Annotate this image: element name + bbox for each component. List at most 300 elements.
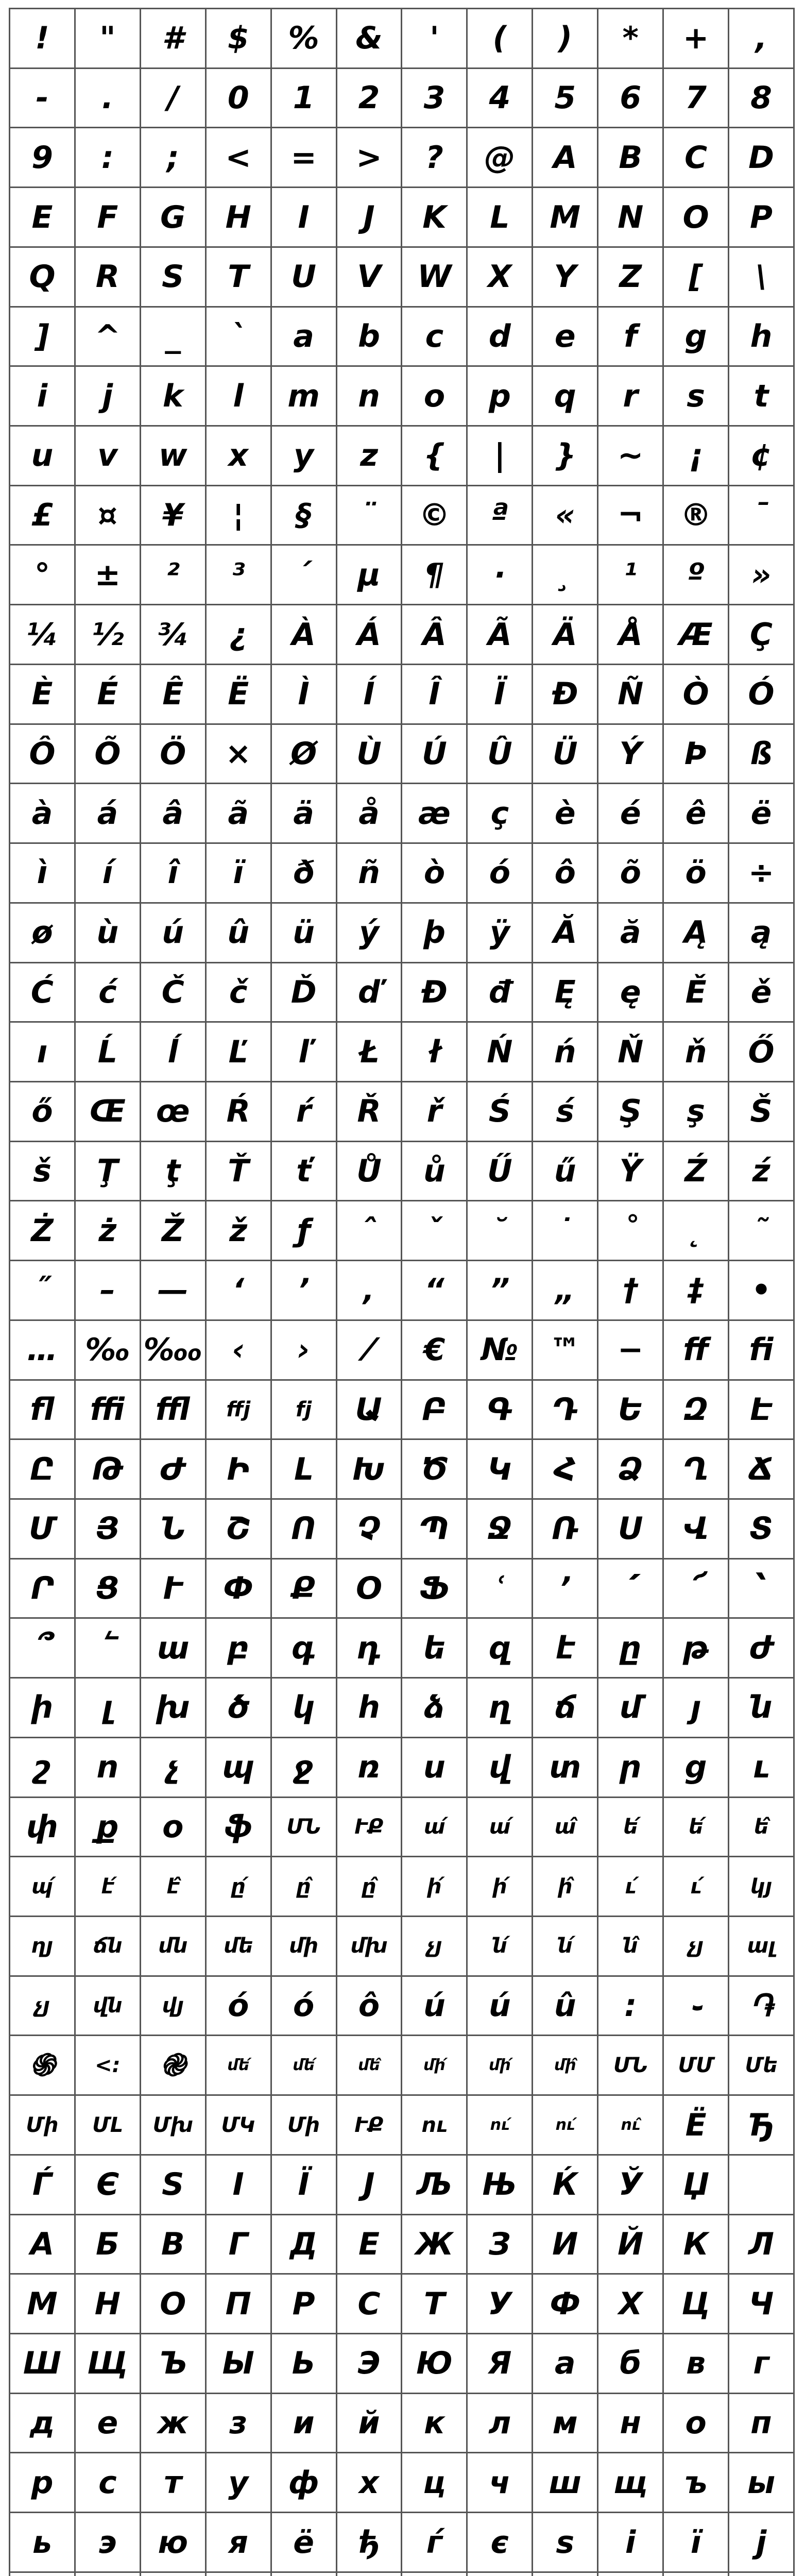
- glyph-cell: ը̂: [272, 1857, 337, 1917]
- glyph-cell: Ë: [207, 665, 272, 725]
- glyph-cell: Љ: [402, 2156, 468, 2215]
- glyph-cell: շ: [10, 1738, 76, 1798]
- glyph-cell: М: [10, 2275, 76, 2334]
- glyph-cell: ‘: [207, 1261, 272, 1321]
- glyph-cell: «: [533, 486, 598, 546]
- glyph-cell: ղյ: [10, 1917, 76, 1977]
- glyph-cell: Մ: [10, 1500, 76, 1560]
- glyph-cell: ń: [533, 1023, 598, 1082]
- glyph-cell: [664, 2573, 729, 2576]
- glyph-cell: w: [141, 427, 207, 486]
- glyph-cell: a: [272, 308, 337, 367]
- glyph-cell: ¥: [141, 486, 207, 546]
- glyph-cell: S: [141, 2156, 207, 2215]
- glyph-cell: O: [664, 188, 729, 248]
- glyph-cell: т: [141, 2453, 207, 2513]
- glyph-cell: ա́: [468, 1798, 533, 1858]
- glyph-cell: ու: [402, 2096, 468, 2156]
- glyph-cell: ł: [402, 1023, 468, 1082]
- glyph-cell: ժ: [729, 1619, 795, 1679]
- glyph-cell: ˆ: [337, 1201, 403, 1261]
- glyph-cell: п: [729, 2394, 795, 2454]
- glyph-cell: „: [533, 1261, 598, 1321]
- glyph-cell: -: [10, 69, 76, 129]
- glyph-cell: ŕ: [272, 1082, 337, 1142]
- glyph-cell: ՄՆ: [272, 1798, 337, 1858]
- glyph-cell: =: [272, 128, 337, 188]
- glyph-cell: f: [598, 308, 664, 367]
- glyph-cell: О: [141, 2275, 207, 2334]
- glyph-cell: Ž: [141, 1201, 207, 1261]
- glyph-cell: ù: [76, 904, 141, 963]
- glyph-cell: л: [468, 2394, 533, 2454]
- glyph-cell: 9: [10, 128, 76, 188]
- glyph-cell: s: [664, 367, 729, 427]
- glyph-cell: А: [10, 2215, 76, 2275]
- glyph-cell: û: [533, 1977, 598, 2037]
- glyph-cell: С: [337, 2275, 403, 2334]
- glyph-cell: Ŕ: [207, 1082, 272, 1142]
- glyph-cell: Ż: [10, 1201, 76, 1261]
- glyph-cell: ľ: [272, 1023, 337, 1082]
- glyph-cell: Է: [729, 1381, 795, 1440]
- glyph-cell: ð: [272, 844, 337, 904]
- glyph-cell: Ը: [10, 1440, 76, 1500]
- glyph-cell: ճն: [76, 1917, 141, 1977]
- glyph-cell: Ֆ: [402, 1560, 468, 1619]
- glyph-cell: ě: [729, 963, 795, 1023]
- glyph-cell: Ր: [10, 1560, 76, 1619]
- glyph-cell: Ձ: [598, 1440, 664, 1500]
- glyph-cell: Չ: [337, 1500, 403, 1560]
- glyph-cell: 8: [729, 69, 795, 129]
- glyph-cell: ¡: [664, 427, 729, 486]
- glyph-cell: ć: [76, 963, 141, 1023]
- glyph-cell: E: [10, 188, 76, 248]
- glyph-cell: ¶: [402, 546, 468, 605]
- glyph-cell: Ռ: [533, 1500, 598, 1560]
- glyph-cell: ď: [337, 963, 403, 1023]
- glyph-cell: ы: [729, 2453, 795, 2513]
- glyph-cell: Ւ: [141, 1560, 207, 1619]
- glyph-cell: Œ: [76, 1082, 141, 1142]
- glyph-cell: ¨: [337, 486, 403, 546]
- glyph-cell: é: [598, 784, 664, 844]
- glyph-cell: ը́: [207, 1857, 272, 1917]
- glyph-cell: S: [141, 248, 207, 308]
- glyph-cell: ú: [402, 1977, 468, 2037]
- glyph-cell: Å: [598, 605, 664, 665]
- glyph-cell: Ժ: [141, 1440, 207, 1500]
- glyph-cell: ե́: [664, 1798, 729, 1858]
- glyph-cell: Њ: [468, 2156, 533, 2215]
- glyph-cell: չյ: [664, 1917, 729, 1977]
- glyph-cell: “: [402, 1261, 468, 1321]
- glyph-cell: ջ: [272, 1738, 337, 1798]
- glyph-cell: Т: [402, 2275, 468, 2334]
- glyph-cell: ՙ: [468, 1560, 533, 1619]
- glyph-cell: z: [337, 427, 403, 486]
- glyph-cell: ú: [141, 904, 207, 963]
- glyph-cell: Î: [402, 665, 468, 725]
- glyph-cell: Û: [468, 725, 533, 785]
- glyph-cell: @: [468, 128, 533, 188]
- glyph-cell: ь: [10, 2513, 76, 2573]
- glyph-cell: I: [207, 2156, 272, 2215]
- glyph-cell: ђ: [337, 2513, 403, 2573]
- glyph-cell: ï: [207, 844, 272, 904]
- glyph-cell: ք: [76, 1798, 141, 1858]
- glyph-cell: ու̂: [598, 2096, 664, 2156]
- glyph-cell: վն: [76, 1977, 141, 2037]
- glyph-cell: ): [533, 9, 598, 69]
- glyph-cell: G: [141, 188, 207, 248]
- glyph-cell: ß: [729, 725, 795, 785]
- glyph-cell: h: [729, 308, 795, 367]
- glyph-cell: Ø: [272, 725, 337, 785]
- glyph-cell: Ť: [207, 1142, 272, 1202]
- glyph-cell: ë: [729, 784, 795, 844]
- glyph-cell: ի̂: [533, 1857, 598, 1917]
- glyph-cell: ½: [76, 605, 141, 665]
- glyph-cell: ›: [272, 1321, 337, 1381]
- glyph-cell: ‱: [141, 1321, 207, 1381]
- glyph-cell: T: [207, 248, 272, 308]
- glyph-cell: Р: [272, 2275, 337, 2334]
- glyph-cell: Ђ: [729, 2096, 795, 2156]
- glyph-cell: ň: [664, 1023, 729, 1082]
- glyph-cell: Ÿ: [598, 1142, 664, 1202]
- glyph-cell: ƒ: [272, 1201, 337, 1261]
- glyph-cell: D: [729, 128, 795, 188]
- glyph-cell: Դ: [533, 1381, 598, 1440]
- glyph-cell: È: [10, 665, 76, 725]
- glyph-cell: Ś: [468, 1082, 533, 1142]
- glyph-cell: Ա: [337, 1381, 403, 1440]
- glyph-cell: ւ: [729, 1738, 795, 1798]
- glyph-cell: փ: [10, 1798, 76, 1858]
- glyph-cell: m: [272, 367, 337, 427]
- glyph-cell: 1: [272, 69, 337, 129]
- glyph-cell: ՚: [533, 1560, 598, 1619]
- glyph-cell: ֍: [10, 2036, 76, 2096]
- glyph-cell: €: [402, 1321, 468, 1381]
- glyph-cell: ե̂: [729, 1798, 795, 1858]
- glyph-cell: Џ: [664, 2156, 729, 2215]
- glyph-cell: þ: [402, 904, 468, 963]
- glyph-cell: B: [598, 128, 664, 188]
- glyph-cell: Ő: [729, 1023, 795, 1082]
- glyph-cell: 7: [664, 69, 729, 129]
- glyph-cell: ă: [598, 904, 664, 963]
- glyph-cell: ъ: [664, 2453, 729, 2513]
- glyph-cell: ®: [664, 486, 729, 546]
- glyph-cell: k: [141, 367, 207, 427]
- glyph-cell: Щ: [76, 2334, 141, 2394]
- glyph-cell: _: [141, 308, 207, 367]
- glyph-cell: й: [337, 2394, 403, 2454]
- glyph-cell: Տ: [729, 1500, 795, 1560]
- glyph-cell: մ: [598, 1679, 664, 1738]
- glyph-cell: .: [76, 69, 141, 129]
- glyph-cell: з: [207, 2394, 272, 2454]
- glyph-cell: х: [337, 2453, 403, 2513]
- glyph-cell: ⁄: [337, 1321, 403, 1381]
- glyph-cell: ': [402, 9, 468, 69]
- glyph-cell: Đ: [402, 963, 468, 1023]
- glyph-cell: A: [533, 128, 598, 188]
- glyph-cell: ւ́: [598, 1857, 664, 1917]
- glyph-cell: մե: [207, 1917, 272, 1977]
- glyph-cell: q: [533, 367, 598, 427]
- glyph-cell: մի̂: [533, 2036, 598, 2096]
- glyph-cell: Ě: [664, 963, 729, 1023]
- glyph-cell: ,: [729, 9, 795, 69]
- glyph-cell: œ: [141, 1082, 207, 1142]
- glyph-cell: Й: [598, 2215, 664, 2275]
- glyph-cell: [533, 2573, 598, 2576]
- glyph-cell: Փ: [207, 1560, 272, 1619]
- glyph-cell: Ę: [533, 963, 598, 1023]
- glyph-cell: ՛: [598, 1560, 664, 1619]
- glyph-cell: d: [468, 308, 533, 367]
- glyph-cell: Զ: [664, 1381, 729, 1440]
- glyph-cell: fj: [272, 1381, 337, 1440]
- glyph-cell: ի: [10, 1679, 76, 1738]
- glyph-cell: á: [76, 784, 141, 844]
- glyph-cell: պ́: [10, 1857, 76, 1917]
- glyph-cell: ĺ: [141, 1023, 207, 1082]
- glyph-cell: ô: [533, 844, 598, 904]
- glyph-cell: ^: [76, 308, 141, 367]
- glyph-cell: ã: [207, 784, 272, 844]
- glyph-cell: Ю: [402, 2334, 468, 2394]
- glyph-cell: …: [10, 1321, 76, 1381]
- glyph-cell: у: [207, 2453, 272, 2513]
- glyph-cell: щ: [598, 2453, 664, 2513]
- glyph-cell: ր: [598, 1738, 664, 1798]
- glyph-cell: °: [10, 546, 76, 605]
- glyph-cell: ﬃ: [76, 1381, 141, 1440]
- glyph-cell: [402, 2573, 468, 2576]
- glyph-cell: յ: [664, 1679, 729, 1738]
- glyph-cell: *: [598, 9, 664, 69]
- glyph-cell: К: [664, 2215, 729, 2275]
- glyph-cell: [729, 2156, 795, 2215]
- glyph-cell: Ú: [402, 725, 468, 785]
- glyph-cell: ç: [468, 784, 533, 844]
- glyph-cell: x: [207, 427, 272, 486]
- glyph-cell: ó: [468, 844, 533, 904]
- glyph-cell: Ĺ: [76, 1023, 141, 1082]
- glyph-cell: ô: [337, 1977, 403, 2037]
- glyph-cell: +: [664, 9, 729, 69]
- glyph-cell: ”: [468, 1261, 533, 1321]
- glyph-cell: ՄՆ: [598, 2036, 664, 2096]
- glyph-cell: ﬀj: [207, 1381, 272, 1440]
- glyph-cell: վ: [468, 1738, 533, 1798]
- glyph-cell: V: [337, 248, 403, 308]
- glyph-cell: Z: [598, 248, 664, 308]
- glyph-cell: Ê: [141, 665, 207, 725]
- glyph-cell: Ç: [729, 605, 795, 665]
- glyph-cell: Խ: [337, 1440, 403, 1500]
- glyph-cell: զ: [468, 1619, 533, 1679]
- glyph-cell: $: [207, 9, 272, 69]
- glyph-cell: |: [468, 427, 533, 486]
- glyph-cell: û: [207, 904, 272, 963]
- glyph-cell: к: [402, 2394, 468, 2454]
- glyph-cell: մի: [272, 1917, 337, 1977]
- glyph-cell: 6: [598, 69, 664, 129]
- glyph-cell: å: [337, 784, 403, 844]
- glyph-cell: ի́: [402, 1857, 468, 1917]
- glyph-cell: ì: [10, 844, 76, 904]
- glyph-cell: Ð: [533, 665, 598, 725]
- glyph-cell: ź: [729, 1142, 795, 1202]
- glyph-cell: ՝: [729, 1560, 795, 1619]
- glyph-cell: õ: [598, 844, 664, 904]
- glyph-cell: Э: [337, 2334, 403, 2394]
- glyph-cell: Թ: [76, 1440, 141, 1500]
- glyph-cell: ˜: [729, 1201, 795, 1261]
- glyph-cell: [272, 2573, 337, 2576]
- glyph-cell: ‡: [664, 1261, 729, 1321]
- glyph-cell: !: [10, 9, 76, 69]
- glyph-cell: н: [598, 2394, 664, 2454]
- glyph-cell: Ո: [272, 1500, 337, 1560]
- glyph-cell: ն̂: [598, 1917, 664, 1977]
- glyph-cell: ՞: [10, 1619, 76, 1679]
- glyph-cell: L: [468, 188, 533, 248]
- glyph-cell: ﬀ: [664, 1321, 729, 1381]
- glyph-cell: [: [664, 248, 729, 308]
- glyph-cell: —: [141, 1261, 207, 1321]
- glyph-cell: Ն: [141, 1500, 207, 1560]
- glyph-cell: Լ: [272, 1440, 337, 1500]
- glyph-cell: %: [272, 9, 337, 69]
- glyph-cell: ¿: [207, 605, 272, 665]
- glyph-cell: Ů: [337, 1142, 403, 1202]
- glyph-cell: Ľ: [207, 1023, 272, 1082]
- glyph-cell: ¾: [141, 605, 207, 665]
- glyph-cell: ﬄ: [141, 1381, 207, 1440]
- glyph-cell: F: [76, 188, 141, 248]
- glyph-cell: y: [272, 427, 337, 486]
- glyph-cell: ՒՔ: [337, 2096, 403, 2156]
- glyph-cell: ˘: [468, 1201, 533, 1261]
- glyph-cell: ˚: [598, 1201, 664, 1261]
- glyph-cell: օ: [141, 1798, 207, 1858]
- glyph-cell: Ծ: [402, 1440, 468, 1500]
- glyph-cell: Ï: [468, 665, 533, 725]
- glyph-cell: Š: [729, 1082, 795, 1142]
- glyph-cell: [207, 2573, 272, 2576]
- glyph-cell: R: [76, 248, 141, 308]
- glyph-cell: Ì: [272, 665, 337, 725]
- glyph-cell: ¼: [10, 605, 76, 665]
- glyph-cell: æ: [402, 784, 468, 844]
- glyph-cell: ծ: [207, 1679, 272, 1738]
- glyph-cell: ա̂: [533, 1798, 598, 1858]
- glyph-cell: [598, 2573, 664, 2576]
- glyph-cell: վյ: [141, 1977, 207, 2037]
- glyph-cell: >: [337, 128, 403, 188]
- glyph-cell: Պ: [402, 1500, 468, 1560]
- glyph-cell: ч: [468, 2453, 533, 2513]
- glyph-cell: ն́: [468, 1917, 533, 1977]
- glyph-cell: Ô: [10, 725, 76, 785]
- glyph-cell: ‰: [76, 1321, 141, 1381]
- glyph-cell: ø: [10, 904, 76, 963]
- glyph-cell: K: [402, 188, 468, 248]
- glyph-cell: ց: [664, 1738, 729, 1798]
- glyph-cell: (: [468, 9, 533, 69]
- glyph-cell: Ř: [337, 1082, 403, 1142]
- glyph-cell: ª: [468, 486, 533, 546]
- glyph-cell: 2: [337, 69, 403, 129]
- glyph-cell: [337, 2573, 403, 2576]
- glyph-cell: В: [141, 2215, 207, 2275]
- glyph-cell: մե̂: [337, 2036, 403, 2096]
- glyph-cell: j: [76, 367, 141, 427]
- glyph-cell: о: [664, 2394, 729, 2454]
- glyph-cell: Ц: [664, 2275, 729, 2334]
- glyph-cell: ж: [141, 2394, 207, 2454]
- glyph-cell: У: [468, 2275, 533, 2334]
- glyph-cell: Ь: [272, 2334, 337, 2394]
- glyph-cell: Շ: [207, 1500, 272, 1560]
- glyph-cell: ": [76, 9, 141, 69]
- glyph-cell: ý: [337, 904, 403, 963]
- glyph-cell: Г: [207, 2215, 272, 2275]
- glyph-cell: ą: [729, 904, 795, 963]
- glyph-cell: ©: [402, 486, 468, 546]
- glyph-cell: W: [402, 248, 468, 308]
- glyph-cell: Ň: [598, 1023, 664, 1082]
- glyph-cell: •: [729, 1261, 795, 1321]
- glyph-cell: i: [10, 367, 76, 427]
- glyph-cell: ˇ: [402, 1201, 468, 1261]
- glyph-cell: /: [141, 69, 207, 129]
- glyph-cell: š: [10, 1142, 76, 1202]
- glyph-cell: Ղ: [664, 1440, 729, 1500]
- glyph-cell: ﬂ: [10, 1381, 76, 1440]
- glyph-cell: Ё: [664, 2096, 729, 2156]
- glyph-cell: ‚: [337, 1261, 403, 1321]
- glyph-cell: Б: [76, 2215, 141, 2275]
- glyph-cell: Ч: [729, 2275, 795, 2334]
- glyph-cell: կյ: [729, 1857, 795, 1917]
- glyph-cell: –: [76, 1261, 141, 1321]
- glyph-cell: հ: [337, 1679, 403, 1738]
- glyph-cell: а: [533, 2334, 598, 2394]
- glyph-cell: ֊: [664, 1977, 729, 2037]
- glyph-cell: ż: [76, 1201, 141, 1261]
- glyph-cell: n: [337, 367, 403, 427]
- glyph-cell: Ш: [10, 2334, 76, 2394]
- glyph-cell: Õ: [76, 725, 141, 785]
- glyph-cell: ·: [468, 546, 533, 605]
- glyph-cell: լ: [76, 1679, 141, 1738]
- glyph-cell: §: [272, 486, 337, 546]
- glyph-cell: Ă: [533, 904, 598, 963]
- glyph-cell: ó: [272, 1977, 337, 2037]
- glyph-cell: &: [337, 9, 403, 69]
- glyph-cell: Ć: [10, 963, 76, 1023]
- glyph-cell: Á: [337, 605, 403, 665]
- glyph-cell: 4: [468, 69, 533, 129]
